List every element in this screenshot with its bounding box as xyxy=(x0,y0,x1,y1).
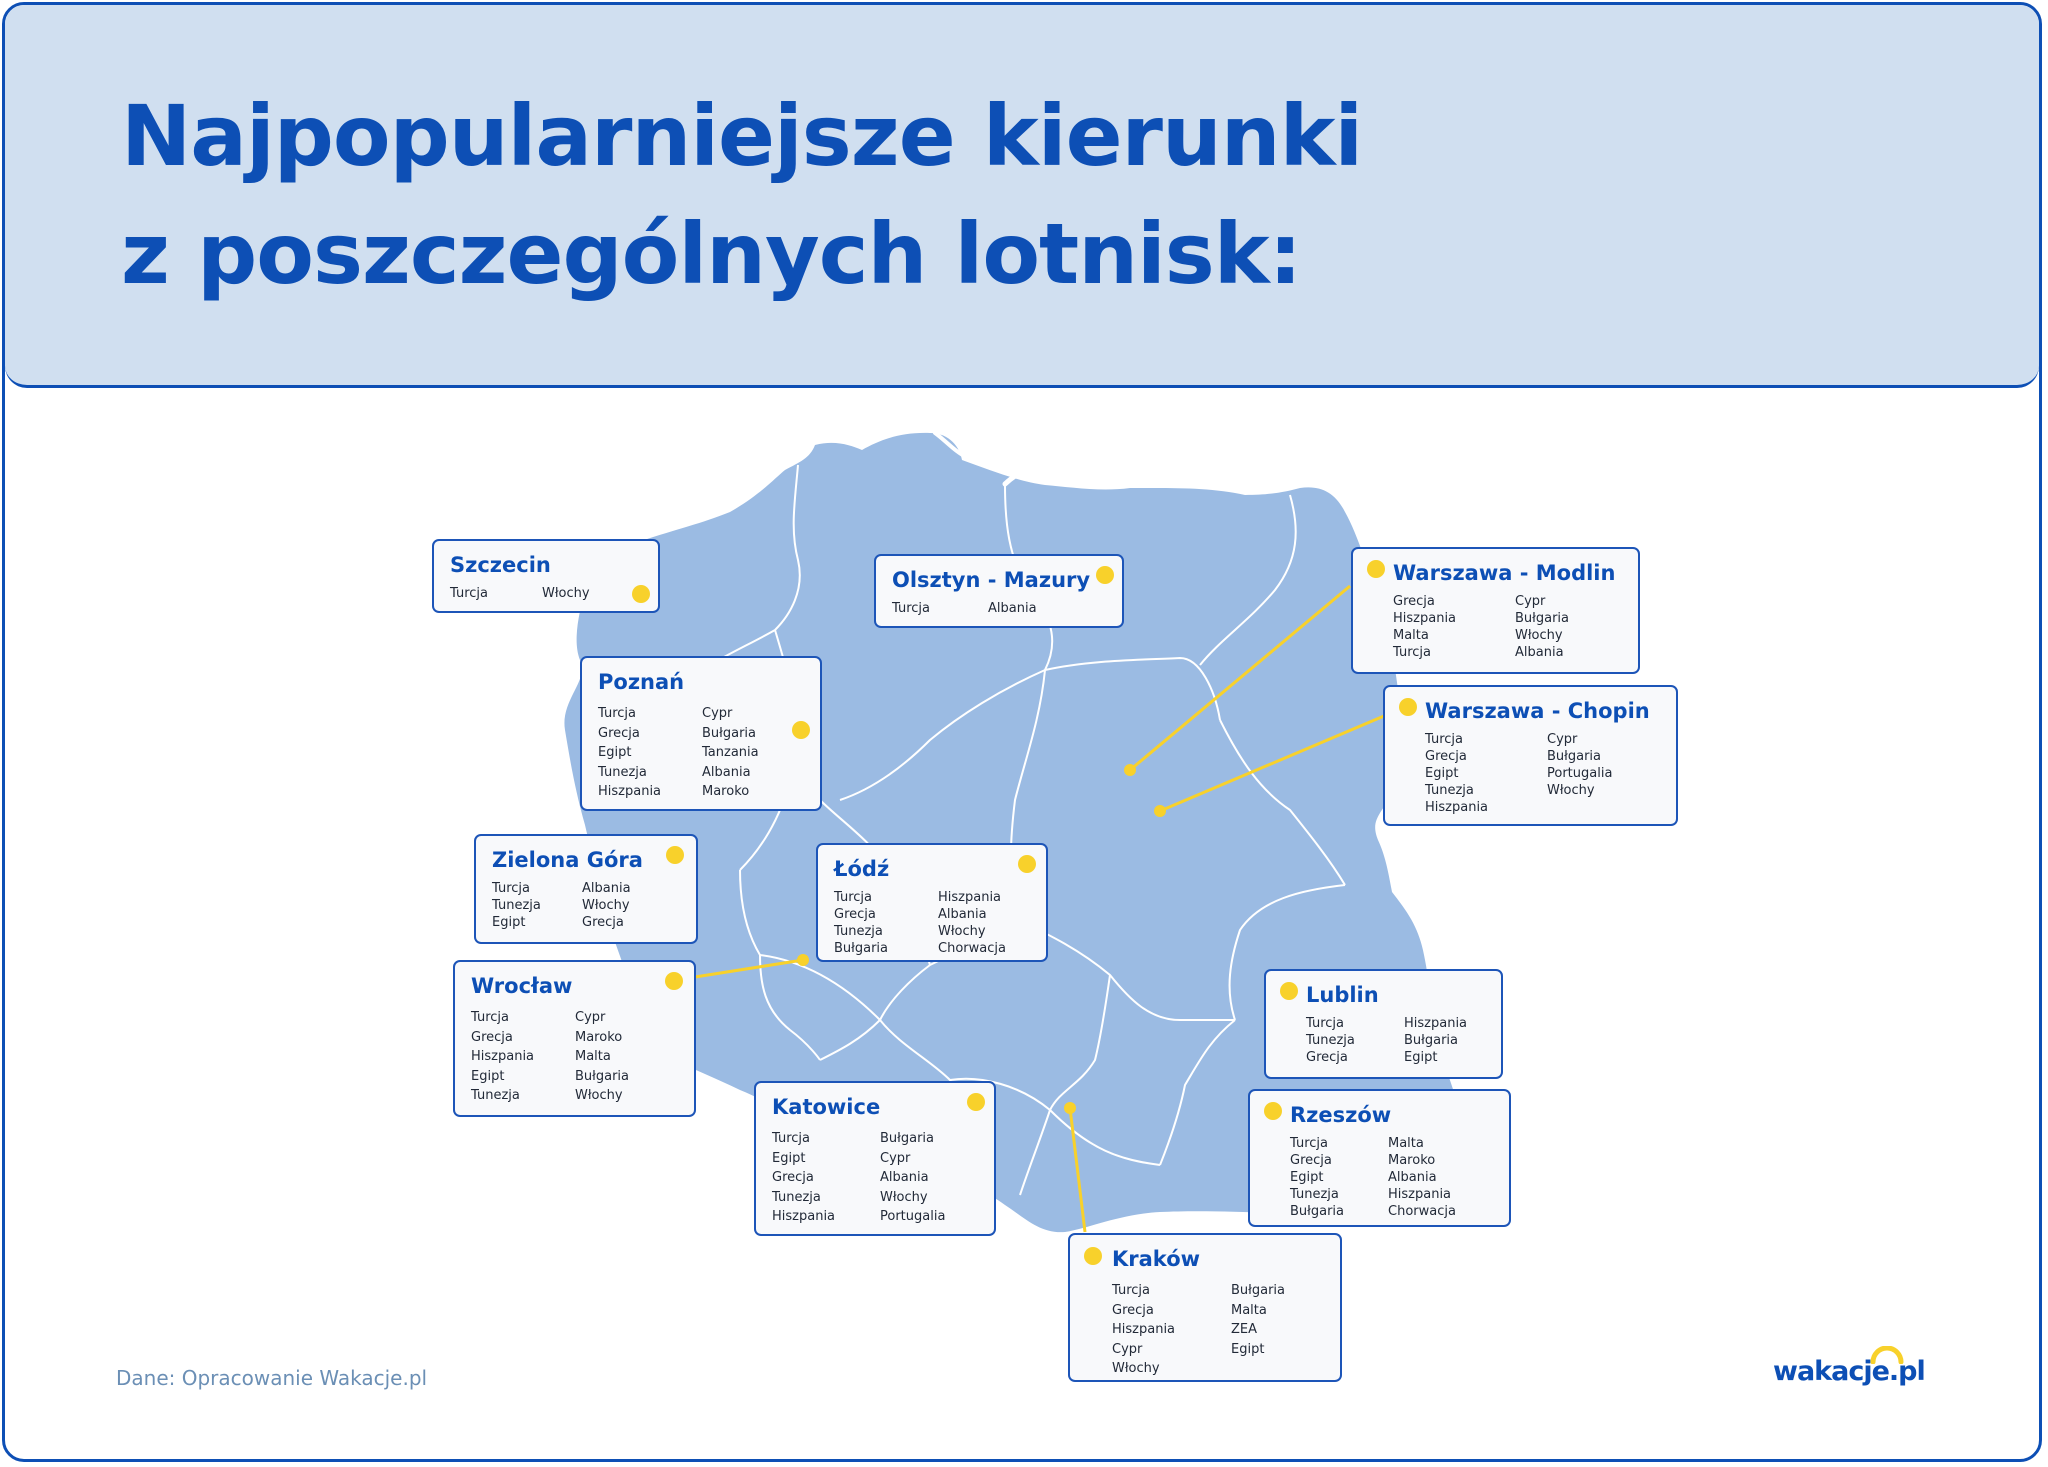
destination: Grecja xyxy=(598,725,640,741)
destination: Portugalia xyxy=(1547,766,1613,781)
endpoint-wroclaw xyxy=(797,954,809,966)
endpoint-modlin xyxy=(1124,764,1136,776)
title-line-1: Najpopularniejsze kierunki xyxy=(121,87,1363,185)
destination: Cypr xyxy=(1515,594,1546,609)
vistula-lagoon xyxy=(1005,456,1060,484)
destination: Cypr xyxy=(575,1010,606,1025)
airport-card-warszawa-modlin xyxy=(1351,547,1640,674)
destination: Turcja xyxy=(772,1131,810,1146)
destination: Tunezja xyxy=(1306,1033,1355,1048)
destination: Tunezja xyxy=(598,764,647,780)
destination: Cypr xyxy=(702,706,733,721)
endpoint-krakow xyxy=(1064,1102,1076,1114)
destination-list xyxy=(450,585,642,602)
airport-card-lublin xyxy=(1264,969,1503,1079)
destination: Włochy xyxy=(880,1189,928,1205)
destination: Turcja xyxy=(1290,1136,1328,1151)
destination: Hiszpania xyxy=(772,1209,836,1224)
destination: Egipt xyxy=(1231,1341,1265,1357)
destination-list xyxy=(772,1129,978,1227)
airport-dot-icon xyxy=(1264,1102,1282,1120)
destination: Hiszpania xyxy=(471,1049,535,1064)
destination: Egipt xyxy=(1425,766,1459,781)
destination: Grecja xyxy=(1290,1153,1332,1168)
destination: Maroko xyxy=(575,1029,623,1045)
title-line-2: z poszczególnych lotnisk: xyxy=(121,205,1302,303)
airport-name: Szczecin xyxy=(450,553,551,577)
destination: Hiszpania xyxy=(598,784,662,799)
destination: Egipt xyxy=(772,1150,806,1166)
destination: Maroko xyxy=(1388,1153,1436,1168)
destination: Włochy xyxy=(582,898,630,913)
airport-card-lodz xyxy=(816,843,1048,962)
destination: Tunezja xyxy=(492,898,541,913)
airport-dot-icon xyxy=(1399,698,1417,716)
destination: Albania xyxy=(702,764,751,780)
airport-dot-icon xyxy=(1084,1247,1102,1265)
destination: Bułgaria xyxy=(834,941,888,956)
airport-card-krakow xyxy=(1068,1233,1342,1382)
destination: Grecja xyxy=(1425,749,1467,764)
destination: Albania xyxy=(582,881,631,896)
destination-list xyxy=(1306,1015,1485,1066)
destination-list xyxy=(598,704,804,802)
destination: Tunezja xyxy=(772,1189,821,1205)
data-source-credit: Dane: Opracowanie Wakacje.pl xyxy=(116,1366,428,1390)
airport-name: Zielona Góra xyxy=(492,848,643,872)
destination: Egipt xyxy=(492,915,526,930)
destination: Maroko xyxy=(702,784,750,799)
destination: Cypr xyxy=(1112,1341,1143,1357)
endpoint-chopin xyxy=(1154,805,1166,817)
destination: Turcja xyxy=(471,1010,509,1025)
destination: Chorwacja xyxy=(1388,1204,1456,1219)
destination: Turcja xyxy=(1425,732,1463,747)
destination: Malta xyxy=(575,1049,611,1064)
destination: Albania xyxy=(938,907,987,922)
airport-dot-icon xyxy=(666,846,684,864)
airport-name: Lublin xyxy=(1306,983,1379,1007)
destination: Tunezja xyxy=(1425,783,1474,798)
airport-card-poznan xyxy=(580,656,822,811)
destination: Portugalia xyxy=(880,1209,946,1224)
destination: Hiszpania xyxy=(938,890,1002,905)
airport-dot-icon xyxy=(1018,855,1036,873)
destination: Hiszpania xyxy=(1404,1016,1468,1031)
destination: Grecja xyxy=(582,915,624,930)
destination: Grecja xyxy=(1393,594,1435,609)
airport-dot-icon xyxy=(792,721,810,739)
destination: ZEA xyxy=(1231,1322,1258,1337)
destination: Albania xyxy=(1388,1170,1437,1185)
airport-card-zielona-gora xyxy=(474,834,698,944)
airport-dot-icon xyxy=(967,1093,985,1111)
airport-card-wroclaw xyxy=(453,960,696,1117)
airport-dot-icon xyxy=(1280,982,1298,1000)
airport-name: Katowice xyxy=(772,1095,881,1119)
destination: Turcja xyxy=(450,586,488,601)
destination-list xyxy=(834,889,1030,957)
destination: Malta xyxy=(1388,1136,1424,1151)
destination: Włochy xyxy=(542,586,590,601)
destination: Grecja xyxy=(1306,1050,1348,1065)
airport-card-rzeszow xyxy=(1248,1089,1511,1227)
airport-dot-icon xyxy=(632,585,650,603)
destination: Egipt xyxy=(598,745,632,760)
destination: Chorwacja xyxy=(938,941,1006,956)
destination: Bułgaria xyxy=(702,725,756,741)
destination: Bułgaria xyxy=(1290,1204,1344,1219)
destination: Bułgaria xyxy=(880,1131,934,1146)
destination: Bułgaria xyxy=(1231,1283,1285,1298)
destination: Grecja xyxy=(1112,1302,1154,1318)
airport-card-olsztyn xyxy=(874,554,1124,628)
destination: Włochy xyxy=(1547,783,1595,798)
destination: Malta xyxy=(1393,628,1429,643)
destination: Bułgaria xyxy=(1515,611,1569,626)
destination: Albania xyxy=(1515,645,1564,660)
destination-list xyxy=(892,600,1106,617)
airport-name: Kraków xyxy=(1112,1247,1201,1271)
airport-name: Poznań xyxy=(598,670,685,694)
airport-name: Warszawa - Chopin xyxy=(1425,699,1650,723)
destination: Turcja xyxy=(1306,1016,1344,1031)
destination: Turcja xyxy=(834,890,872,905)
destination: Włochy xyxy=(1515,628,1563,643)
destination-list xyxy=(492,880,680,931)
destination: Bułgaria xyxy=(1547,749,1601,764)
destination: Hiszpania xyxy=(1388,1187,1452,1202)
destination: Włochy xyxy=(938,924,986,939)
airport-card-katowice xyxy=(754,1081,996,1236)
destination: Egipt xyxy=(471,1068,505,1084)
destination: Turcja xyxy=(1112,1283,1150,1298)
wakacje-logo: wakacje.pl xyxy=(1773,1356,1925,1387)
destination: Tunezja xyxy=(471,1088,520,1103)
destination-list xyxy=(1425,731,1660,816)
destination: Bułgaria xyxy=(1404,1033,1458,1048)
destination: Hiszpania xyxy=(1112,1322,1176,1337)
destination: Bułgaria xyxy=(575,1068,629,1084)
airport-dot-icon xyxy=(1096,566,1114,584)
destination: Turcja xyxy=(492,881,530,896)
airport-dot-icon xyxy=(1367,560,1385,578)
destination: Hiszpania xyxy=(1393,611,1457,626)
destination: Turcja xyxy=(1393,645,1431,660)
destination-list xyxy=(1290,1135,1493,1220)
destination: Turcja xyxy=(598,706,636,721)
destination: Tanzania xyxy=(702,745,759,760)
airport-name: Olsztyn - Mazury xyxy=(892,568,1091,592)
destination: Włochy xyxy=(1112,1361,1160,1376)
airport-card-warszawa-chopin xyxy=(1383,685,1678,826)
destination: Cypr xyxy=(1547,732,1578,747)
airport-name: Wrocław xyxy=(471,974,573,998)
logo-sun-icon xyxy=(1870,1346,1904,1364)
destination: Albania xyxy=(988,601,1037,616)
airport-name: Warszawa - Modlin xyxy=(1393,561,1616,585)
destination: Egipt xyxy=(1404,1050,1438,1065)
airport-name: Rzeszów xyxy=(1290,1103,1392,1127)
destination: Włochy xyxy=(575,1088,623,1103)
destination: Grecja xyxy=(772,1170,814,1185)
destination-list xyxy=(471,1008,678,1106)
destination: Grecja xyxy=(471,1029,513,1045)
airport-card-szczecin xyxy=(432,539,660,613)
destination: Tunezja xyxy=(834,924,883,939)
destination: Turcja xyxy=(892,601,930,616)
destination: Cypr xyxy=(880,1150,911,1166)
destination: Hiszpania xyxy=(1425,800,1489,815)
destination: Grecja xyxy=(834,907,876,922)
destination: Albania xyxy=(880,1170,929,1185)
airport-name: Łódź xyxy=(834,857,890,881)
airport-dot-icon xyxy=(665,972,683,990)
destination-list xyxy=(1393,593,1622,661)
destination-list xyxy=(1112,1281,1324,1379)
destination: Egipt xyxy=(1290,1170,1324,1185)
destination: Tunezja xyxy=(1290,1187,1339,1202)
destination: Malta xyxy=(1231,1302,1267,1318)
